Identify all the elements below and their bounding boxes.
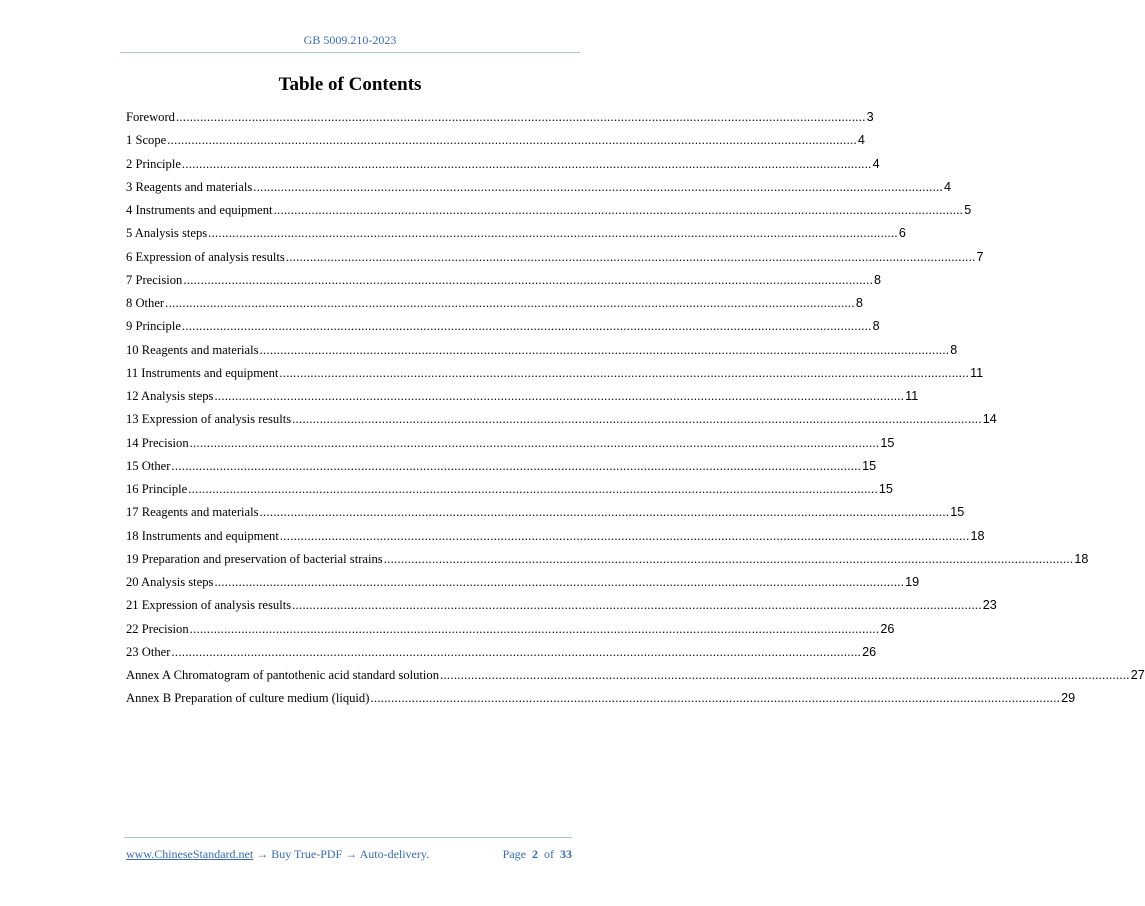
toc-entry-label: Annex B Preparation of culture medium (liquid) — [126, 691, 370, 706]
toc-dot-leader: ........................................................................................................................................................................................................ — [175, 110, 866, 124]
toc-entry[interactable] — [126, 411, 997, 434]
toc-dot-leader: ........................................................................................................................................................................................................ — [183, 272, 874, 287]
toc-entry-page: 8 — [872, 319, 880, 334]
toc-entry-page: 4 — [872, 156, 880, 171]
toc-entry[interactable] — [126, 667, 1145, 690]
toc-entry[interactable] — [126, 249, 984, 272]
toc-entry-page: 7 — [976, 249, 984, 264]
total-pages-number: 33 — [560, 847, 572, 861]
toc-entry-page: 27 — [1130, 668, 1145, 682]
page-title: Table of Contents — [278, 74, 422, 95]
toc-entry-page: 11 — [970, 365, 984, 380]
page-footer — [126, 847, 572, 862]
toc-entry-page: 23 — [982, 598, 997, 613]
toc-entry[interactable] — [126, 318, 880, 341]
toc-entry-label: 7 Precision — [126, 272, 183, 287]
toc-dot-leader: ........................................................................................................................................................................................................ — [440, 668, 1130, 682]
toc-entry-page: 15 — [862, 458, 877, 473]
toc-entry-page: 15 — [950, 505, 965, 520]
toc-entry-page: 26 — [862, 644, 877, 659]
toc-entry-label: 9 Principle — [126, 319, 181, 334]
toc-entry-label: 13 Expression of analysis results — [126, 412, 292, 427]
toc-dot-leader: ........................................................................................................................................................................................................ — [279, 365, 970, 380]
toc-entry-page: 11 — [905, 389, 919, 403]
toc-entry-page: 4 — [943, 179, 951, 194]
toc-dot-leader: ........................................................................................................................................................................................................ — [383, 551, 1074, 566]
toc-entry-page: 26 — [880, 621, 895, 636]
toc-entry[interactable] — [126, 132, 865, 155]
toc-entry-label: 3 Reagents and materials — [126, 179, 253, 194]
toc-entry-page: 4 — [857, 133, 865, 148]
toc-entry-page: 18 — [1074, 551, 1089, 566]
toc-dot-leader: ........................................................................................................................................................................................................ — [370, 691, 1061, 706]
page-label: Page — [502, 847, 526, 861]
toc-entry[interactable] — [126, 225, 906, 248]
toc-entry-page: 14 — [982, 412, 997, 427]
toc-entry[interactable] — [126, 690, 1076, 713]
toc-entry-label: 14 Precision — [126, 435, 189, 450]
toc-entry[interactable] — [126, 202, 972, 225]
toc-entry-page: 15 — [880, 435, 895, 450]
toc-entry-label: 16 Principle — [126, 482, 188, 496]
toc-dot-leader: ........................................................................................................................................................................................................ — [214, 389, 905, 403]
toc-dot-leader: ........................................................................................................................................................................................................ — [208, 226, 898, 241]
toc-entry-label: 4 Instruments and equipment — [126, 203, 273, 217]
toc-dot-leader: ........................................................................................................................................................................................................ — [171, 458, 862, 473]
toc-entry[interactable] — [126, 644, 877, 667]
toc-entry[interactable] — [126, 435, 895, 458]
page-indicator — [503, 847, 572, 862]
toc-entry-page: 3 — [866, 110, 874, 124]
toc-entry[interactable] — [126, 109, 874, 132]
toc-dot-leader: ........................................................................................................................................................................................................ — [188, 482, 878, 496]
of-label: of — [544, 847, 554, 861]
toc-entry-label: Annex A Chromatogram of pantothenic acid standard solution — [126, 668, 440, 682]
footer-divider — [124, 837, 572, 838]
toc-dot-leader: ........................................................................................................................................................................................................ — [285, 249, 976, 264]
toc-dot-leader: ........................................................................................................................................................................................................ — [292, 598, 982, 613]
toc-entry-page: 5 — [964, 203, 972, 217]
toc-entry[interactable] — [126, 295, 863, 318]
toc-entry-label: 17 Reagents and materials — [126, 505, 259, 520]
current-page-number: 2 — [532, 847, 538, 861]
toc-dot-leader: ........................................................................................................................................................................................................ — [273, 203, 964, 217]
toc-entry-label: Foreword — [126, 110, 175, 124]
toc-entry-label: 10 Reagents and materials — [126, 342, 259, 357]
toc-dot-leader: ........................................................................................................................................................................................................ — [181, 319, 872, 334]
toc-dot-leader: ........................................................................................................................................................................................................ — [167, 133, 857, 148]
page-header — [0, 33, 700, 48]
toc-entry-page: 18 — [970, 528, 985, 543]
toc-entry-label: 8 Other — [126, 296, 165, 310]
toc-dot-leader: ........................................................................................................................................................................................................ — [189, 435, 880, 450]
toc-entry[interactable] — [126, 597, 997, 620]
toc-dot-leader: ........................................................................................................................................................................................................ — [165, 296, 855, 310]
toc-entry-label: 15 Other — [126, 458, 171, 473]
toc-dot-leader: ........................................................................................................................................................................................................ — [171, 644, 862, 659]
toc-entry-label: 12 Analysis steps — [126, 389, 214, 403]
toc-entry[interactable] — [126, 179, 951, 202]
toc-entry-label: 23 Other — [126, 644, 171, 659]
toc-dot-leader: ........................................................................................................................................................................................................ — [259, 342, 950, 357]
toc-entry-page: 8 — [950, 342, 958, 357]
toc-entry-label: 21 Expression of analysis results — [126, 598, 292, 613]
toc-entry-page: 15 — [878, 482, 893, 496]
toc-entry[interactable] — [126, 342, 958, 365]
table-of-contents — [126, 109, 1145, 714]
toc-entry-page: 6 — [898, 226, 906, 241]
toc-dot-leader: ........................................................................................................................................................................................................ — [292, 412, 982, 427]
toc-dot-leader: ........................................................................................................................................................................................................ — [253, 179, 943, 194]
toc-entry[interactable] — [126, 272, 882, 295]
toc-entry-label: 22 Precision — [126, 621, 189, 636]
toc-entry-label: 5 Analysis steps — [126, 226, 208, 241]
toc-entry-label: 6 Expression of analysis results — [126, 249, 285, 264]
toc-entry[interactable] — [126, 504, 965, 527]
toc-entry[interactable] — [126, 388, 919, 411]
toc-entry-page: 19 — [905, 575, 920, 589]
promo-text: → Buy True-PDF → Auto-delivery. — [256, 847, 430, 861]
toc-entry-label: 18 Instruments and equipment — [126, 528, 279, 543]
toc-entry-page: 29 — [1061, 691, 1076, 706]
toc-entry-page: 8 — [874, 272, 882, 287]
toc-entry-label: 11 Instruments and equipment — [126, 365, 279, 380]
toc-entry-label: 1 Scope — [126, 133, 167, 148]
toc-dot-leader: ........................................................................................................................................................................................................ — [214, 575, 905, 589]
header-divider — [120, 52, 580, 53]
website-link[interactable]: www.ChineseStandard.net — [126, 847, 254, 861]
toc-dot-leader: ........................................................................................................................................................................................................ — [181, 156, 872, 171]
toc-dot-leader: ........................................................................................................................................................................................................ — [279, 528, 970, 543]
toc-entry[interactable] — [126, 156, 880, 179]
toc-entry-label: 2 Principle — [126, 156, 181, 171]
toc-entry-label: 20 Analysis steps — [126, 575, 214, 589]
toc-dot-leader: ........................................................................................................................................................................................................ — [189, 621, 880, 636]
toc-entry[interactable] — [126, 481, 893, 504]
toc-entry[interactable] — [126, 574, 920, 597]
toc-entry[interactable] — [126, 621, 895, 644]
toc-entry[interactable] — [126, 365, 984, 388]
toc-dot-leader: ........................................................................................................................................................................................................ — [259, 505, 950, 520]
toc-entry-label: 19 Preparation and preservation of bacterial strains — [126, 551, 383, 566]
toc-entry[interactable] — [126, 458, 877, 481]
toc-entry-page: 8 — [855, 296, 863, 310]
toc-entry[interactable] — [126, 551, 1089, 574]
toc-entry[interactable] — [126, 528, 985, 551]
document-code: GB 5009.210-2023 — [303, 33, 397, 47]
